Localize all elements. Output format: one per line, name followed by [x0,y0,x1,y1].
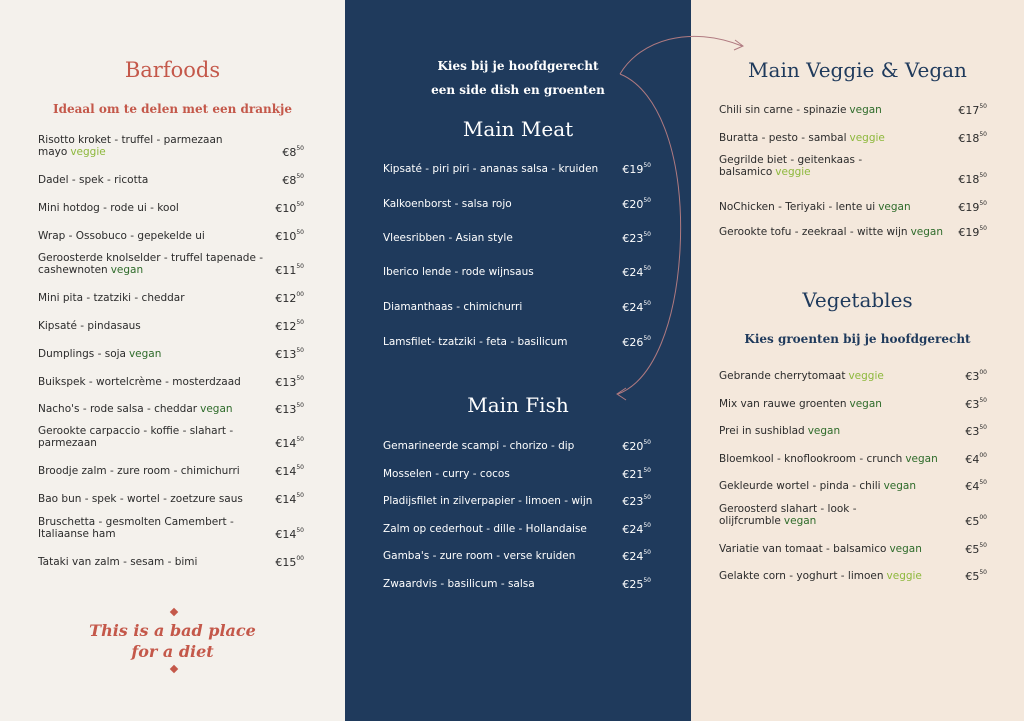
menu-item-name [38,556,266,568]
menu-item-text: Mini hotdog - rode ui - kool [38,202,179,214]
price-cents: 50 [296,229,304,236]
price-cents: 00 [979,452,987,459]
menu-item-price [965,570,987,583]
price-cents: 50 [643,197,651,204]
price-cents: 50 [979,103,987,110]
price-cents: 50 [643,467,651,474]
price-euros: €12 [275,292,297,305]
main-intro-line-2: een side dish en groenten [431,83,605,97]
menu-item-price [965,480,987,493]
menu-item-price [965,515,987,528]
menu-item-text: NoChicken - Teriyaki - lente ui [719,201,876,213]
price-euros: €14 [275,528,297,541]
price-cents: 50 [296,347,304,354]
vegan-tag: vegan [128,348,162,360]
price-euros: €4 [965,480,980,493]
price-euros: €25 [622,578,644,591]
menu-item-name [38,465,266,477]
menu-item-text: Mosselen - curry - cocos [383,468,510,480]
menu-item-price [282,146,304,159]
price-euros: €3 [965,370,980,383]
price-euros: €19 [622,163,644,176]
price-euros: €8 [282,174,297,187]
price-cents: 50 [296,492,304,499]
menu-item-price [275,437,304,450]
vegetables-list [719,0,987,721]
menu-item-text: Buikspek - wortelcrème - mosterdzaad [38,376,241,388]
menu-item-price [965,543,987,556]
price-cents: 50 [979,225,987,232]
menu-item-text: Lamsfilet- tzatziki - feta - basilicum [383,336,568,348]
price-cents: 50 [296,145,304,152]
price-euros: €13 [275,376,297,389]
vegan-tag: vegan [849,104,882,116]
menu-item-text: Bao bun - spek - wortel - zoetzure saus [38,493,243,505]
barfoods-panel [0,0,345,721]
menu-item-name [38,134,266,158]
menu-item-name [38,174,266,186]
price-cents: 50 [643,577,651,584]
price-cents: 50 [296,201,304,208]
price-euros: €26 [622,336,644,349]
menu-item-name [383,440,574,452]
price-euros: €24 [622,550,644,563]
menu-item-name [38,292,266,304]
menu-item-name [383,523,587,535]
menu-item-text: Zwaardvis - basilicum - salsa [383,578,535,590]
price-euros: €13 [275,348,297,361]
menu-item-price [622,440,651,453]
menu-item-text: Geroosterde knolselder - truffel tapenade - cashewnoten [38,252,264,276]
menu-item-price [275,493,304,506]
menu-item-name [719,480,944,492]
main-fish-title: Main Fish [467,393,569,417]
price-cents: 50 [979,397,987,404]
menu-item-text: Chili sin carne - spinazie [719,104,847,116]
price-cents: 50 [296,263,304,270]
slogan-line-1: This is a bad place [89,621,256,640]
price-cents: 50 [643,335,651,342]
price-euros: €11 [275,264,297,277]
menu-item-text: Kipsaté - piri piri - ananas salsa - kruiden [383,163,599,175]
price-cents: 50 [643,162,651,169]
menu-item-name [719,425,944,437]
price-cents: 50 [296,319,304,326]
menu-item-name [38,516,266,540]
menu-item-price [282,174,304,187]
price-cents: 50 [979,424,987,431]
price-euros: €24 [622,523,644,536]
price-euros: €24 [622,301,644,314]
price-euros: €15 [275,556,297,569]
price-euros: €19 [958,201,980,214]
menu-item-name [383,495,592,507]
menu-item-text: Gebrande cherrytomaat [719,370,846,382]
menu-item-text: Mix van rauwe groenten [719,398,847,410]
veggie-tag: veggie [848,370,884,382]
menu-item-text: Dadel - spek - ricotta [38,174,149,186]
price-cents: 50 [296,375,304,382]
price-cents: 50 [643,231,651,238]
price-euros: €5 [965,543,980,556]
price-cents: 50 [979,569,987,576]
price-euros: €14 [275,437,297,450]
price-cents: 50 [643,439,651,446]
vegan-tag: vegan [807,425,841,437]
menu-item-text: Pladijsfilet in zilverpapier - limoen - wijn [383,495,593,507]
menu-item-price [622,550,651,563]
menu-item-text: Prei in sushiblad [719,425,805,437]
menu-item-text: Gerookte tofu - zeekraal - witte wijn [719,226,908,238]
menu-item-text: Iberico lende - rode wijnsaus [383,266,534,278]
price-euros: €23 [622,495,644,508]
menu-item-price [275,376,304,389]
vegan-tag: vegan [878,201,911,213]
menu-item-name [719,570,944,582]
menu-item-name [38,320,266,332]
menu-item-price [965,370,987,383]
main-dishes-panel [345,0,691,721]
price-cents: 50 [296,402,304,409]
price-euros: €18 [958,132,980,145]
price-cents: 50 [643,300,651,307]
price-euros: €21 [622,468,644,481]
main-meat-title: Main Meat [462,117,574,141]
veggie-panel [691,0,1024,721]
menu-item-name [719,453,944,465]
vegan-tag: vegan [883,480,917,492]
menu-item-price [275,292,304,305]
menu-item-name [719,503,944,527]
menu-item-text: Dumplings - soja [38,348,126,360]
price-euros: €24 [622,266,644,279]
vegan-tag: vegan [110,264,144,276]
price-euros: €5 [965,570,980,583]
menu-item-price [275,230,304,243]
price-cents: 50 [296,464,304,471]
menu-item-text: Wrap - Ossobuco - gepekelde ui [38,230,205,242]
menu-item-text: Zalm op cederhout - dille - Hollandaise [383,523,587,535]
vegan-tag: vegan [889,543,922,555]
price-cents: 50 [643,494,651,501]
menu-item-text: Risotto kroket - truffel - parmezaan mayo [38,134,223,158]
price-cents: 50 [979,542,987,549]
menu-item-name [38,348,266,360]
vegetables-title: Vegetables [802,288,913,312]
menu-item-price [275,403,304,416]
menu-item-name [38,376,266,388]
menu-item-text: Bloemkool - knoflookroom - crunch [719,453,903,465]
price-euros: €10 [275,202,297,215]
barfoods-subtitle: Ideaal om te delen met een drankje [52,102,292,116]
price-euros: €3 [965,425,980,438]
price-euros: €18 [958,173,980,186]
price-euros: €3 [965,398,980,411]
menu-item-text: Gerookte carpaccio - koffie - slahart - parmezaan [38,425,234,449]
price-euros: €14 [275,493,297,506]
price-euros: €12 [275,320,297,333]
main-veggie-title: Main Veggie & Vegan [748,58,967,82]
main-intro-line-1: Kies bij je hoofdgerecht [437,59,599,73]
price-euros: €14 [275,465,297,478]
menu-item-text: Gamba's - zure room - verse kruiden [383,550,576,562]
menu-item-price [275,528,304,541]
menu-item-price [622,468,651,481]
menu-item-name [383,578,535,590]
menu-item-text: Nacho's - rode salsa - cheddar [38,403,198,415]
menu-item-text: Tataki van zalm - sesam - bimi [38,556,198,568]
price-cents: 50 [979,200,987,207]
menu-item-price [275,556,304,569]
menu-item-text: Kipsaté - pindasaus [38,320,141,332]
price-euros: €20 [622,440,644,453]
veggie-tag: veggie [886,570,922,582]
veggie-tag: veggie [70,146,106,158]
price-cents: 50 [296,436,304,443]
price-cents: 50 [643,522,651,529]
price-cents: 00 [296,555,304,562]
vegan-tag: vegan [905,453,938,465]
price-cents: 50 [979,479,987,486]
menu-item-name [38,202,266,214]
menu-item-text: Variatie van tomaat - balsamico [719,543,887,555]
price-euros: €17 [958,104,980,117]
menu-item-name [719,398,944,410]
vegetables-subtitle: Kies groenten bij je hoofdgerecht [744,332,971,346]
price-euros: €8 [282,146,297,159]
menu-item-name [719,370,944,382]
menu-item-text: Broodje zalm - zure room - chimichurri [38,465,240,477]
menu-item-price [965,453,987,466]
menu-item-text: Gemarineerde scampi - chorizo - dip [383,440,575,452]
menu-item-price [622,495,651,508]
vegan-tag: vegan [783,515,817,527]
menu-item-name [38,230,266,242]
menu-item-price [275,348,304,361]
menu-item-text: Buratta - pesto - sambal [719,132,847,144]
vegan-tag: vegan [200,403,233,415]
menu-item-name [38,425,266,449]
menu-item-name [38,252,266,276]
menu-item-name [38,403,266,415]
menu-item-text: Mini pita - tzatziki - cheddar [38,292,185,304]
menu-item-name [383,550,575,562]
menu-item-price [275,264,304,277]
barfoods-title: Barfoods [124,58,221,82]
price-cents: 00 [296,291,304,298]
price-euros: €13 [275,403,297,416]
menu-item-text: Gegrilde biet - geitenkaas - balsamico [719,154,863,178]
price-cents: 00 [979,514,987,521]
menu-item-text: Diamanthaas - chimichurri [383,301,523,313]
menu-item-text: Gekleurde wortel - pinda - chili [719,480,881,492]
menu-item-text: Kalkoenborst - salsa rojo [383,198,512,210]
main-fish-list [383,0,651,721]
menu-item-name [719,543,944,555]
price-euros: €19 [958,226,980,239]
veggie-tag: veggie [849,132,885,144]
price-cents: 50 [643,549,651,556]
menu-item-price [622,578,651,591]
menu-item-text: Gelakte corn - yoghurt - limoen [719,570,884,582]
price-cents: 50 [979,172,987,179]
menu-item-price [622,523,651,536]
menu-item-price [965,398,987,411]
price-cents: 50 [296,527,304,534]
menu-item-text: Geroosterd slahart - look - olijfcrumble [719,503,857,527]
menu-item-name [38,493,266,505]
slogan-line-2: for a diet [131,642,214,661]
price-cents: 50 [979,131,987,138]
price-euros: €23 [622,232,644,245]
price-euros: €10 [275,230,297,243]
menu-item-price [275,320,304,333]
price-cents: 50 [643,265,651,272]
price-euros: €4 [965,453,980,466]
vegan-tag: vegan [849,398,882,410]
menu-item-price [275,465,304,478]
price-euros: €5 [965,515,980,528]
slogan [0,620,345,662]
menu-item-price [965,425,987,438]
menu-item-price [275,202,304,215]
price-cents: 50 [296,173,304,180]
menu-item-name [383,468,510,480]
vegan-tag: vegan [910,226,944,238]
price-cents: 00 [979,369,987,376]
menu-item-text: Bruschetta - gesmolten Camembert - Italiaanse ham [38,516,234,540]
menu-item-text: Vleesribben - Asian style [383,232,513,244]
price-euros: €20 [622,198,644,211]
veggie-tag: veggie [775,166,811,178]
